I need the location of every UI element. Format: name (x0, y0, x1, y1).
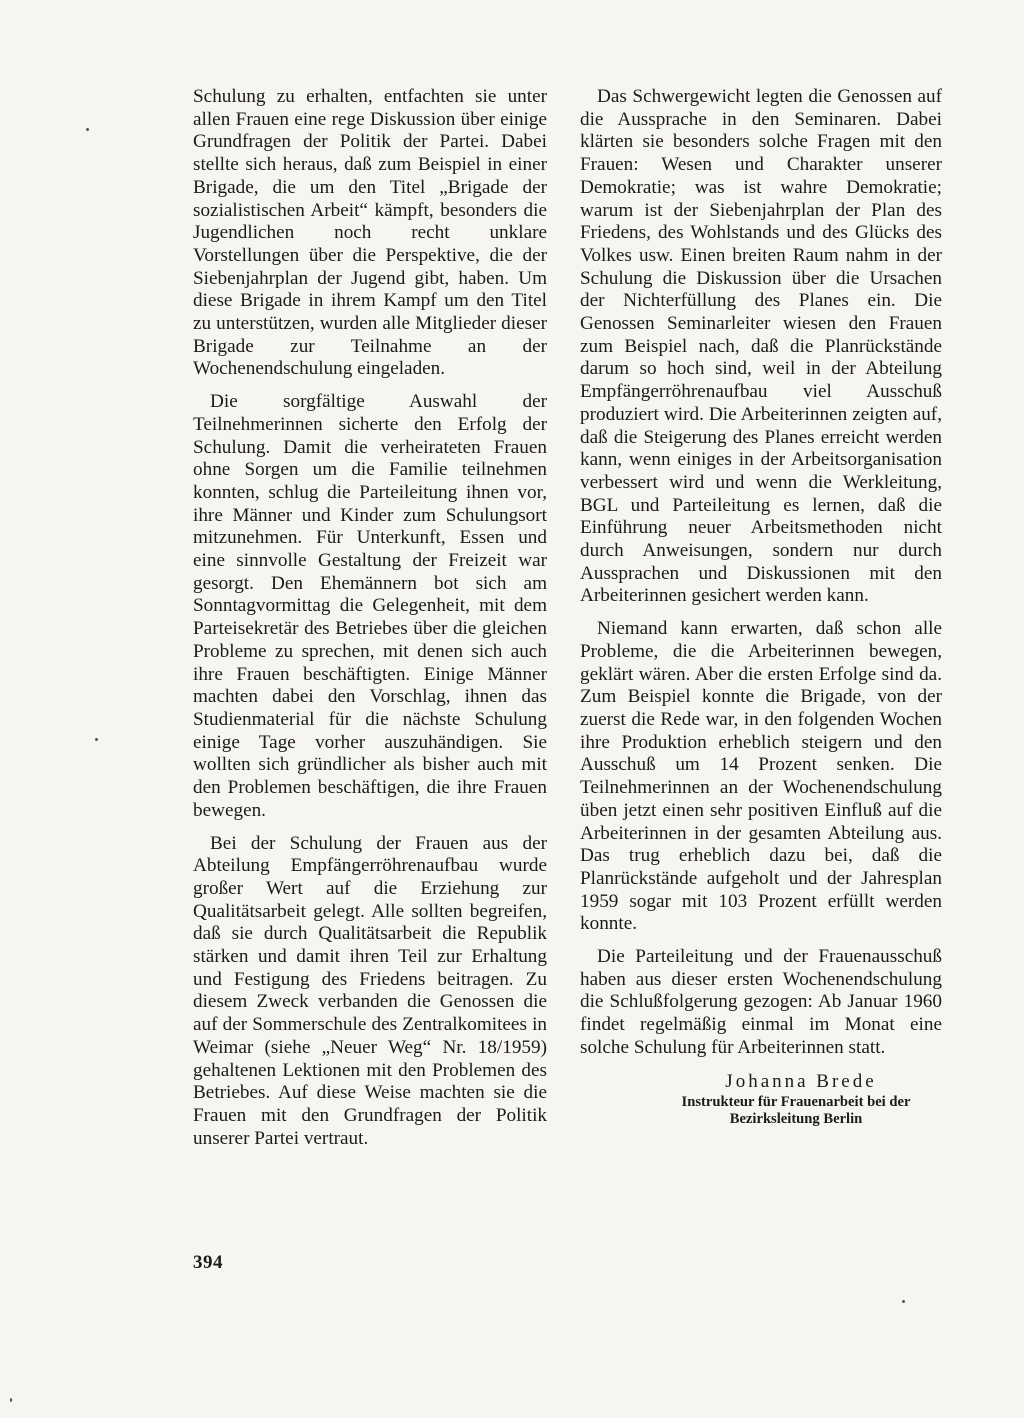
author-affiliation-line-2: Bezirksleitung Berlin (729, 1110, 863, 1127)
paragraph: Niemand kann erwarten, daß schon alle Probleme, die die Arbeiterinnen bewegen, geklärt wären. Aber die ersten Erfolge sind da. Zum Beispiel konnte die Brigade, von der zuerst die Rede war, in den folgenden Wochen ihre Produktion erheblich steigern und den Ausschuß um 14 Prozent senken. Die Teilnehmerinnen an der Wochenendschulung üben jetzt einen sehr positiven Einfluß auf die Arbeiterinnen in der gesamten Abteilung aus. Das trug erheblich dazu bei, daß die Planrückstände aufgeholt und der Jahresplan 1959 sogar mit 103 Prozent erfüllt werden konnte. (580, 618, 942, 935)
paragraph: Schulung zu erhalten, entfachten sie unter allen Frauen eine rege Diskussion über einige Grundfragen der Politik der Partei. Dabei stellte sich heraus, daß zum Beispiel in einer Brigade, die um den Titel „Brigade der sozialistischen Arbeit“ kämpft, besonders die Jugendlichen noch recht unklare Vorstellungen über die Perspektive, die der Siebenjahrplan der Jugend gibt, haben. Um diese Brigade in ihrem Kampf um den Titel zu unterstützen, wurden alle Mitglieder dieser Brigade zur Teilnahme an der Wochenendschulung eingeladen. (193, 86, 547, 380)
scan-speck (86, 128, 89, 131)
paragraph: Die sorgfältige Auswahl der Teilnehmerinnen sicherte den Erfolg der Schulung. Damit die verheirateten Frauen ohne Sorgen um die Familie teilnehmen konnten, schlug die Parteileitung ihnen vor, ihre Männer und Kinder zum Schulungsort mitzunehmen. Für Unterkunft, Essen und eine sinnvolle Gestaltung der Freizeit war gesorgt. Den Ehemännern bot sich am Sonntagvormittag die Gelegenheit, mit dem Parteisekretär des Betriebes über die gleichen Probleme zu sprechen, mit denen sich auch ihre Frauen beschäftigten. Einige Männer machten dabei den Vorschlag, ihnen das Studienmaterial für die nächste Schulung einige Tage vorher auszuhändigen. Sie wollten sich gründlicher als bisher auch mit den Problemen beschäftigen, die ihre Frauen bewegen. (193, 391, 547, 821)
author-affiliation-line-1: Instrukteur für Frauenarbeit bei der (681, 1093, 911, 1110)
author-name: Johanna Brede (725, 1070, 877, 1092)
scan-speck (902, 1300, 905, 1303)
paragraph: Bei der Schulung der Frauen aus der Abteilung Empfängerröhrenaufbau wurde großer Wert auf die Erziehung zur Qualitätsarbeit gelegt. Alle sollten begreifen, daß sie durch Qualitätsarbeit die Republik stärken und damit ihren Teil zur Erhaltung und Festigung des Friedens beitragen. Zu diesem Zweck verbanden die Genossen die auf der Sommerschule des Zentralkomitees in Weimar (siehe „Neuer Weg“ Nr. 18/1959) gehaltenen Lektionen mit den Problemen des Betriebes. Auf diese Weise machten sie die Frauen mit den Grundfragen der Politik unserer Partei vertraut. (193, 832, 547, 1149)
paragraph: Das Schwergewicht legten die Genossen auf die Aussprache in den Seminaren. Dabei klärten sie besonders solche Fragen mit den Frauen: Wesen und Charakter unserer Demokratie; was ist wahre Demokratie; warum ist der Siebenjahrplan der Plan des Friedens, des Wohlstands und des Glücks des Volkes usw. Einen breiten Raum nahm in der Schulung die Diskussion über die Ursachen der Nichterfüllung des Planes ein. Die Genossen Seminarleiter wiesen den Frauen zum Beispiel nach, daß die Planrückstände darum so hoch sind, weil in der Abteilung Empfängerröhrenaufbau viel Ausschuß produziert wird. Die Arbeiterinnen zeigten auf, daß die Steigerung des Planes erreicht werden kann, wenn einiges in der Arbeitsorganisation verbessert wird und wenn die Werkleitung, BGL und Parteileitung es lernen, daß die Einführung neuer Arbeitsmethoden nicht durch Anweisungen, sondern nur durch Aussprachen und Diskussionen mit den Arbeiterinnen gesichert werden kann. (580, 86, 942, 607)
paragraph: Die Parteileitung und der Frauenausschuß haben aus dieser ersten Wochenendschulung die Schlußfolgerung gezogen: Ab Januar 1960 findet regelmäßig einmal im Monat eine solche Schulung für Arbeiterinnen statt. (580, 946, 942, 1058)
scan-speck (10, 1398, 12, 1402)
scan-speck (95, 738, 98, 741)
page-number: 394 (193, 1252, 223, 1273)
left-text-column (193, 86, 547, 1160)
right-text-column (580, 86, 942, 1128)
signature-block (580, 1070, 942, 1128)
